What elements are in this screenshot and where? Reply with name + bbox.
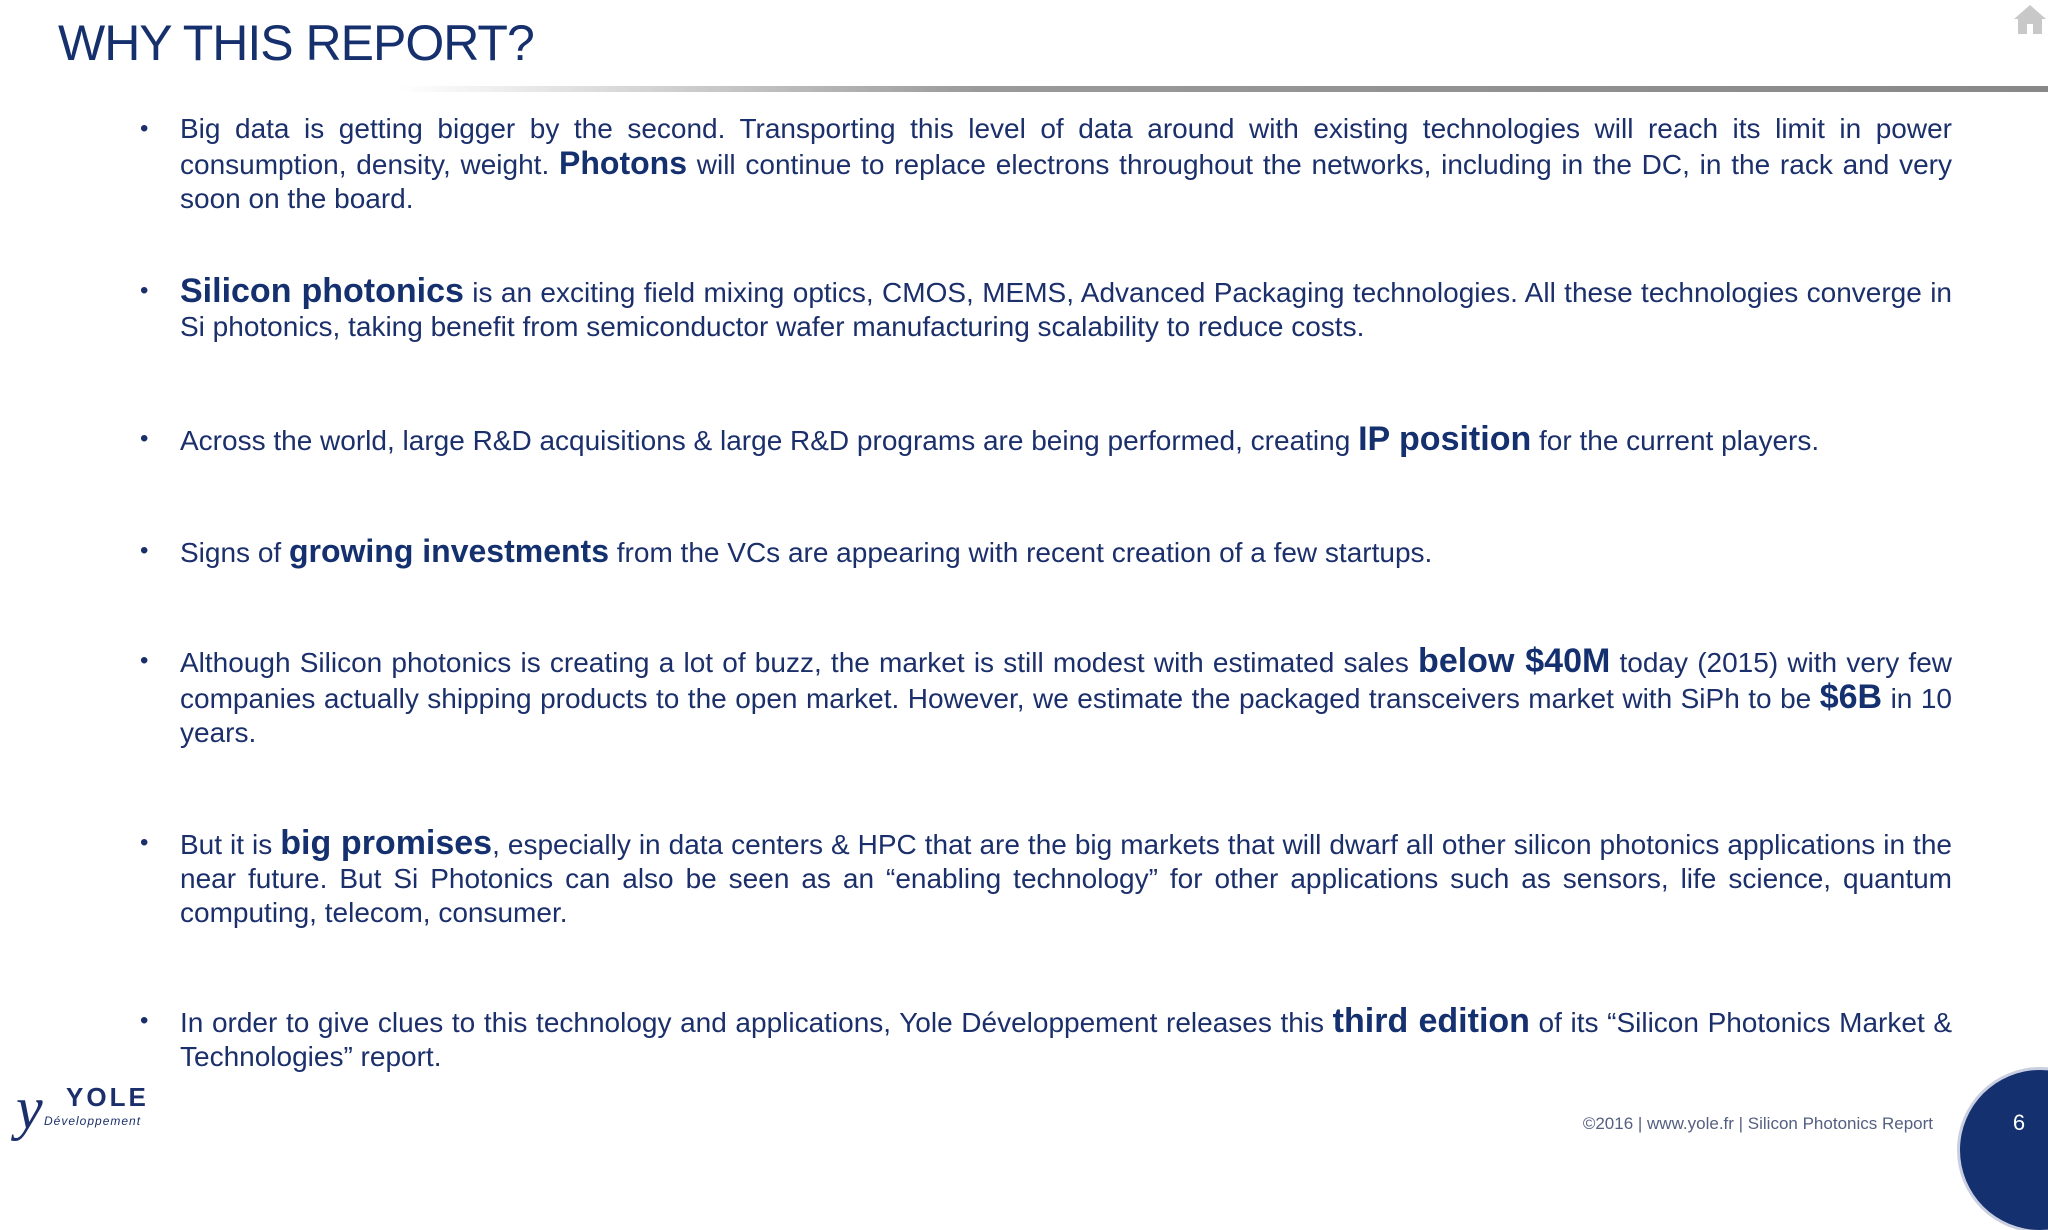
bullet-emphasis: $6B: [1819, 678, 1883, 716]
bullet-emphasis: big promises: [280, 824, 493, 862]
bullet-marker: •: [140, 647, 149, 674]
bullet-list: [138, 108, 1952, 1074]
bullet-text: Signs of: [180, 537, 289, 568]
title-rule: [400, 86, 2048, 92]
bullet-text: for the current players.: [1531, 425, 1820, 456]
bullet-item: [138, 644, 1952, 750]
bullet-text: Although Silicon photonics is creating a lot of buzz, the market is still modest with estimated sales: [180, 647, 1419, 678]
bullet-item: [138, 534, 1952, 570]
yole-logo: [16, 1074, 152, 1146]
bullet-emphasis: third edition: [1332, 1002, 1530, 1040]
bullet-text: will continue to replace electrons throughout the networks, including in the DC, in the rack and very soon on the board.: [180, 149, 1952, 214]
bullet-item: [138, 274, 1952, 344]
bullet-marker: •: [140, 115, 149, 142]
home-icon[interactable]: [2012, 2, 2048, 36]
bullet-emphasis: Photons: [559, 145, 687, 181]
bullet-emphasis: below $40M: [1418, 642, 1611, 680]
bullet-item: [138, 1004, 1952, 1074]
logo-mark: y: [16, 1075, 43, 1141]
slide-title: WHY THIS REPORT?: [58, 15, 534, 71]
bullet-marker: •: [140, 829, 149, 856]
bullet-text: is an exciting field mixing optics, CMOS, MEMS, Advanced Packaging technologies. All these technologies converge in Si photonics, taking benefit from semiconductor wafer manufacturing scalability to reduce costs.: [180, 277, 1952, 342]
bullet-text: Big data is getting bigger by the second. Transporting this level of data around with existing technologies will reach its limit in power consumption, density, weight.: [180, 113, 1952, 180]
bullet-marker: •: [140, 425, 149, 452]
bullet-emphasis: growing investments: [288, 533, 609, 569]
bullet-text: In order to give clues to this technology and applications, Yole Développement releases this: [180, 1007, 1333, 1038]
bullet-marker: •: [140, 537, 149, 564]
bullet-text: But it is: [180, 829, 281, 860]
logo-subtitle: Développement: [44, 1114, 142, 1128]
logo-wordmark: YOLE: [66, 1082, 149, 1112]
page-number-badge: [1960, 1070, 2048, 1230]
bullet-item: [138, 112, 1952, 216]
bullet-item: [138, 422, 1952, 458]
footer-text: ©2016 | www.yole.fr | Silicon Photonics Report: [1582, 1114, 1933, 1133]
bullet-emphasis: Silicon photonics: [180, 272, 464, 310]
bullet-item: [138, 826, 1952, 930]
bullet-marker: •: [140, 1007, 149, 1034]
bullet-text: today (2015) with very few companies actually shipping products to the open market. However, we estimate the packaged transceivers market with SiPh to be: [180, 647, 1953, 714]
bullet-text: , especially in data centers & HPC that are the big markets that will dwarf all other silicon photonics applications in the near future. But Si Photonics can also be seen as an “enabling technology” for other applications such as sensors, life science, quantum computing, telecom, consumer.: [180, 829, 1952, 928]
bullet-emphasis: IP position: [1358, 420, 1532, 458]
bullet-text: in 10 years.: [180, 683, 1952, 748]
bullet-marker: •: [140, 277, 149, 304]
bullet-text: of its “Silicon Photonics Market & Technologies” report.: [180, 1007, 1953, 1072]
bullet-text: Across the world, large R&D acquisitions & large R&D programs are being performed, creating: [180, 425, 1359, 456]
bullet-text: from the VCs are appearing with recent creation of a few startups.: [609, 537, 1433, 568]
page-number: 6: [2012, 1110, 2026, 1135]
